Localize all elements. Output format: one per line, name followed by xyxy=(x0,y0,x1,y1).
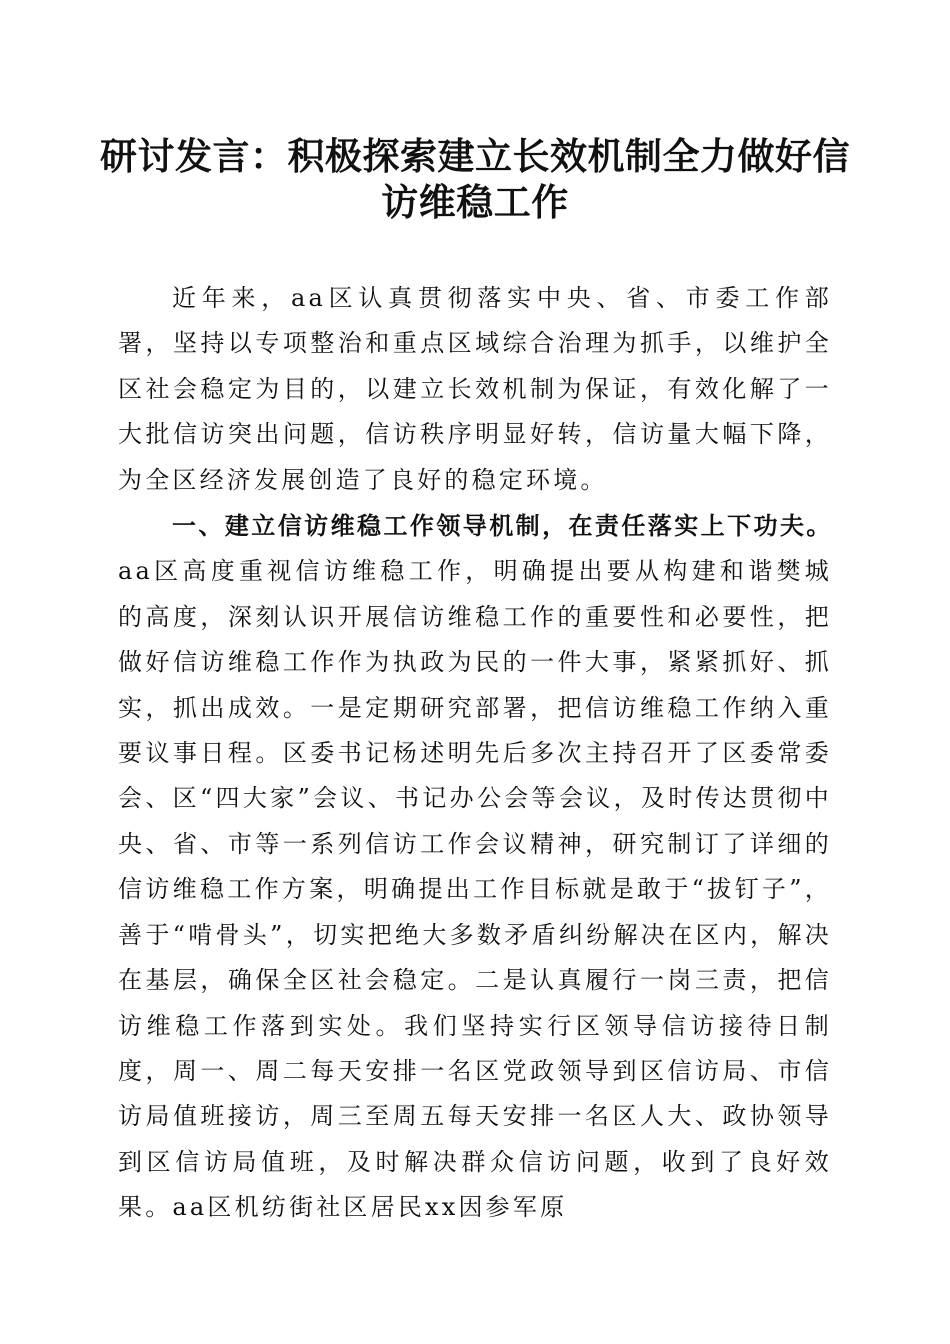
section-one-text: aa区高度重视信访维稳工作，明确提出要从构建和谐樊城的高度，深刻认识开展信访维稳工作的重要性和必要性，把做好信访维稳工作作为执政为民的一件大事，紧紧抓好、抓实，抓出成效。一是定期研究部署，把信访维稳工作纳入重要议事日程。区委书记杨述明先后多次主持召开了区委常委会、区“四大家”会议、书记办公会等会议，及时传达贯彻中央、省、市等一系列信访工作会议精神，研究制订了详细的信访维稳工作方案，明确提出工作目标就是敢于“拔钉子”，善于“啃骨头”，切实把绝大多数矛盾纠纷解决在区内，解决在基层，确保全区社会稳定。二是认真履行一岗三责，把信访维稳工作落到实处。我们坚持实行区领导信访接待日制度，周一、周二每天安排一名区党政领导到区信访局、市信访局值班接访，周三至周五每天安排一名区人大、政协领导到区信访局值班，及时解决群众信访问题，收到了良好效果。aa区机纺街社区居民xx因参军原 xyxy=(118,557,832,1222)
document-body xyxy=(118,276,832,1231)
intro-paragraph: 近年来，aa区认真贯彻落实中央、省、市委工作部署，坚持以专项整治和重点区域综合治理为抓手，以维护全区社会稳定为目的，以建立长效机制为保证，有效化解了一大批信访突出问题，信访秩序明显好转，信访量大幅下降，为全区经济发展创造了良好的稳定环境。 xyxy=(118,284,832,494)
section-one-paragraph xyxy=(118,503,832,1231)
document-title: 研讨发言：积极探索建立长效机制全力做好信访维稳工作 xyxy=(100,134,850,224)
section-one-heading: 一、建立信访维稳工作领导机制，在责任落实上下功夫。 xyxy=(172,511,832,541)
